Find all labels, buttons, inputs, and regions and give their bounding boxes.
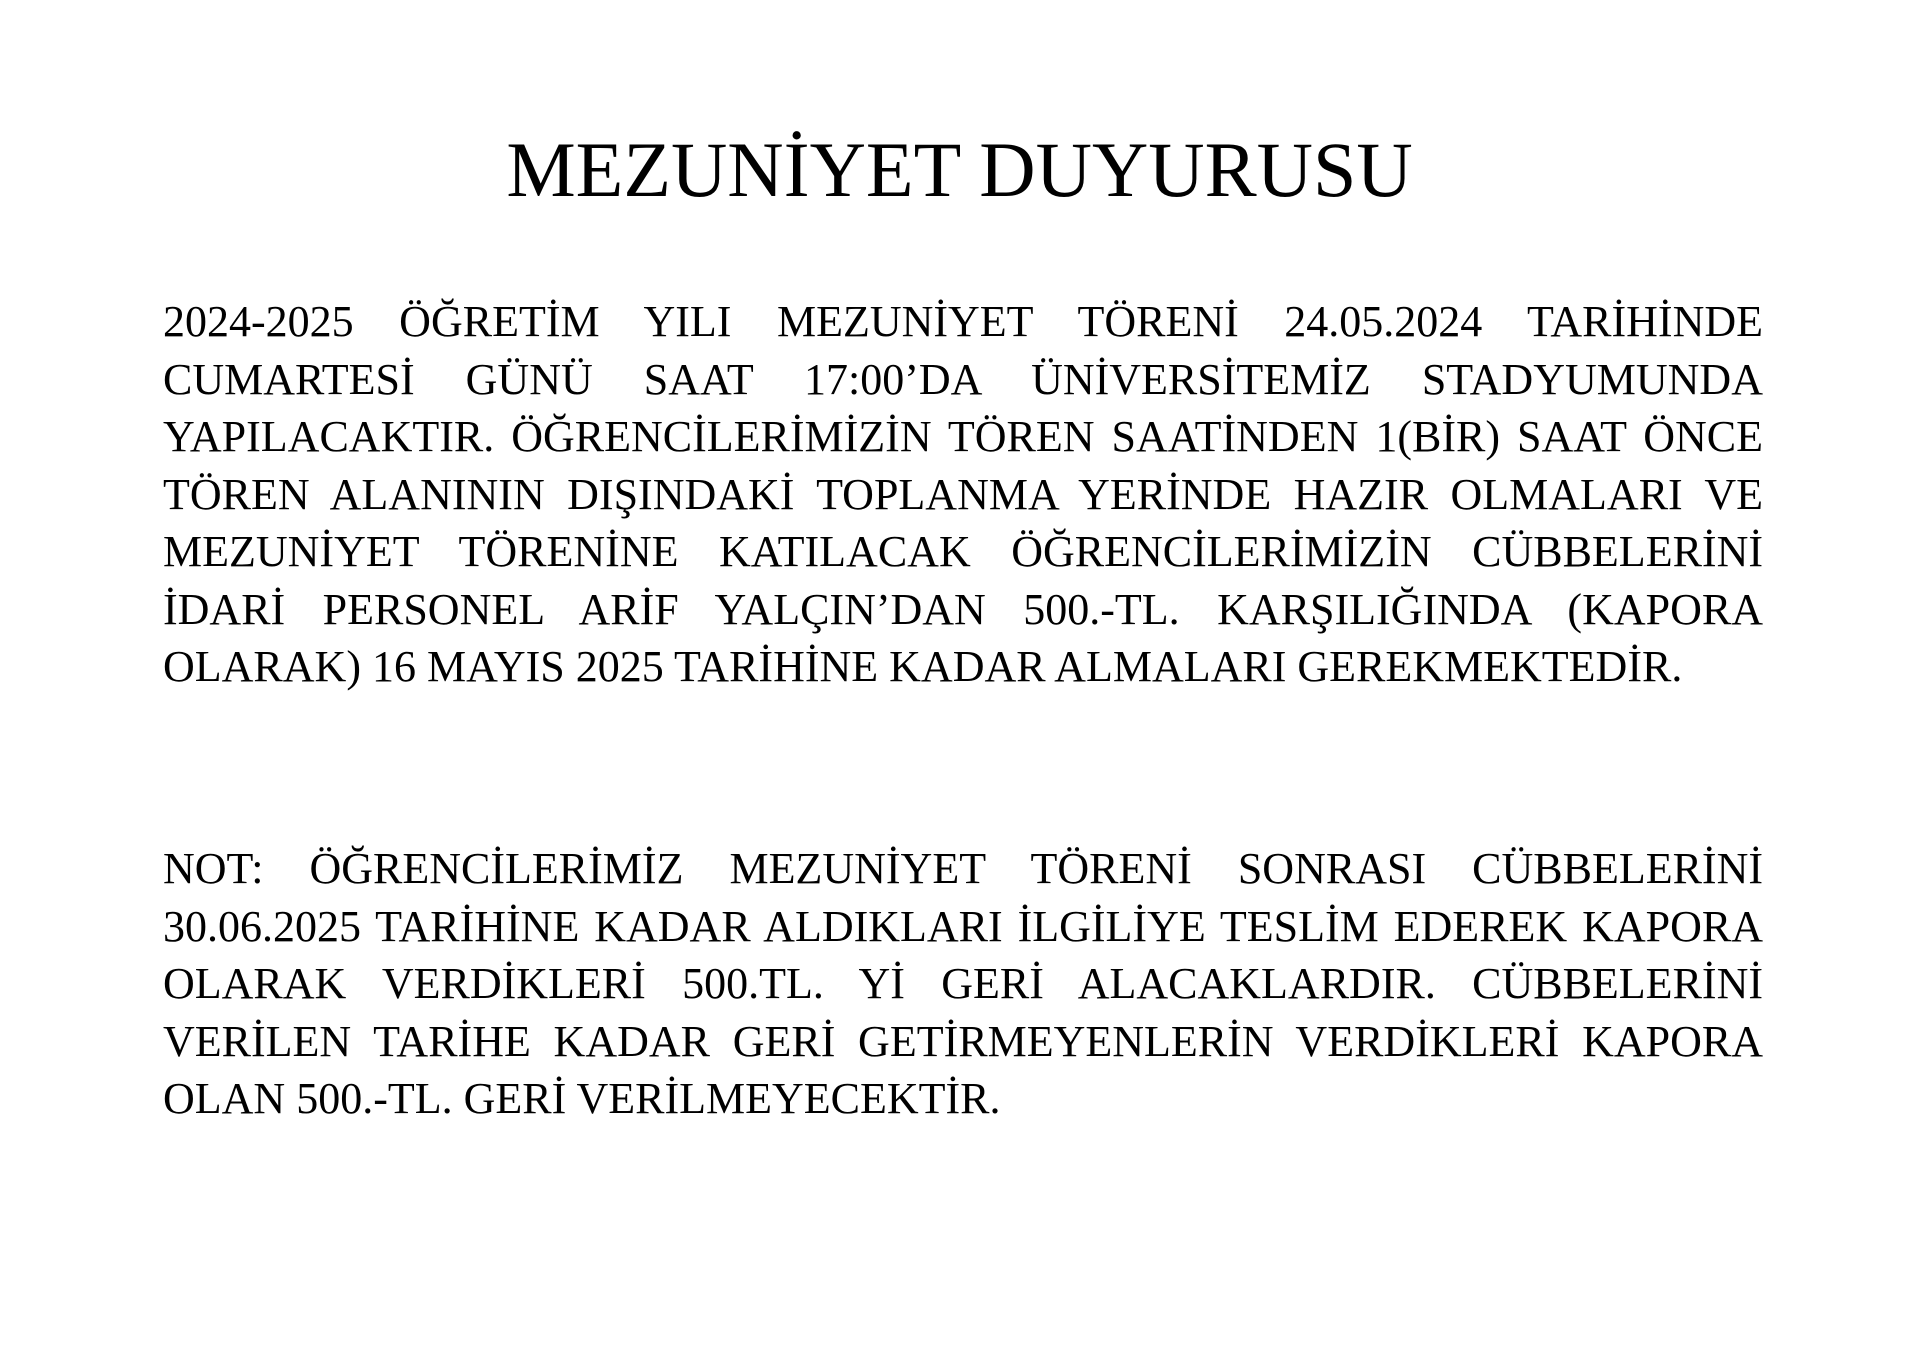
gown-return-note-paragraph: NOT: ÖĞRENCİLERİMİZ MEZUNİYET TÖRENİ SONRASI CÜBBELERİNİ 30.06.2025 TARİHİNE KADAR ALDIKLARI İLGİLİYE TESLİM EDEREK KAPORA OLARAK VERDİKLERİ 500.TL. Yİ GERİ ALACAKLARDIR. CÜBBELERİNİ VERİLEN TARİHE KADAR GERİ GETİRMEYENLERİN VERDİKLERİ KAPORA OLAN 500.-TL. GERİ VERİLMEYECEKTİR. (163, 844, 1763, 1123)
announcement-title: MEZUNİYET DUYURUSU (506, 126, 1413, 213)
ceremony-details-paragraph: 2024-2025 ÖĞRETİM YILI MEZUNİYET TÖRENİ 24.05.2024 TARİHİNDE CUMARTESİ GÜNÜ SAAT 17:00’DA ÜNİVERSİTEMİZ STADYUMUNDA YAPILACAKTIR. ÖĞRENCİLERİMİZİN TÖREN SAATİNDEN 1(BİR) SAAT ÖNCE TÖREN ALANININ DIŞINDAKİ TOPLANMA YERİNDE HAZIR OLMALARI VE MEZUNİYET TÖRENİNE KATILACAK ÖĞRENCİLERİMİZİN CÜBBELERİNİ İDARİ PERSONEL ARİF YALÇIN’DAN 500.-TL. KARŞILIĞINDA (KAPORA OLARAK) 16 MAYIS 2025 TARİHİNE KADAR ALMALARI GEREKMEKTEDİR. (163, 297, 1763, 691)
